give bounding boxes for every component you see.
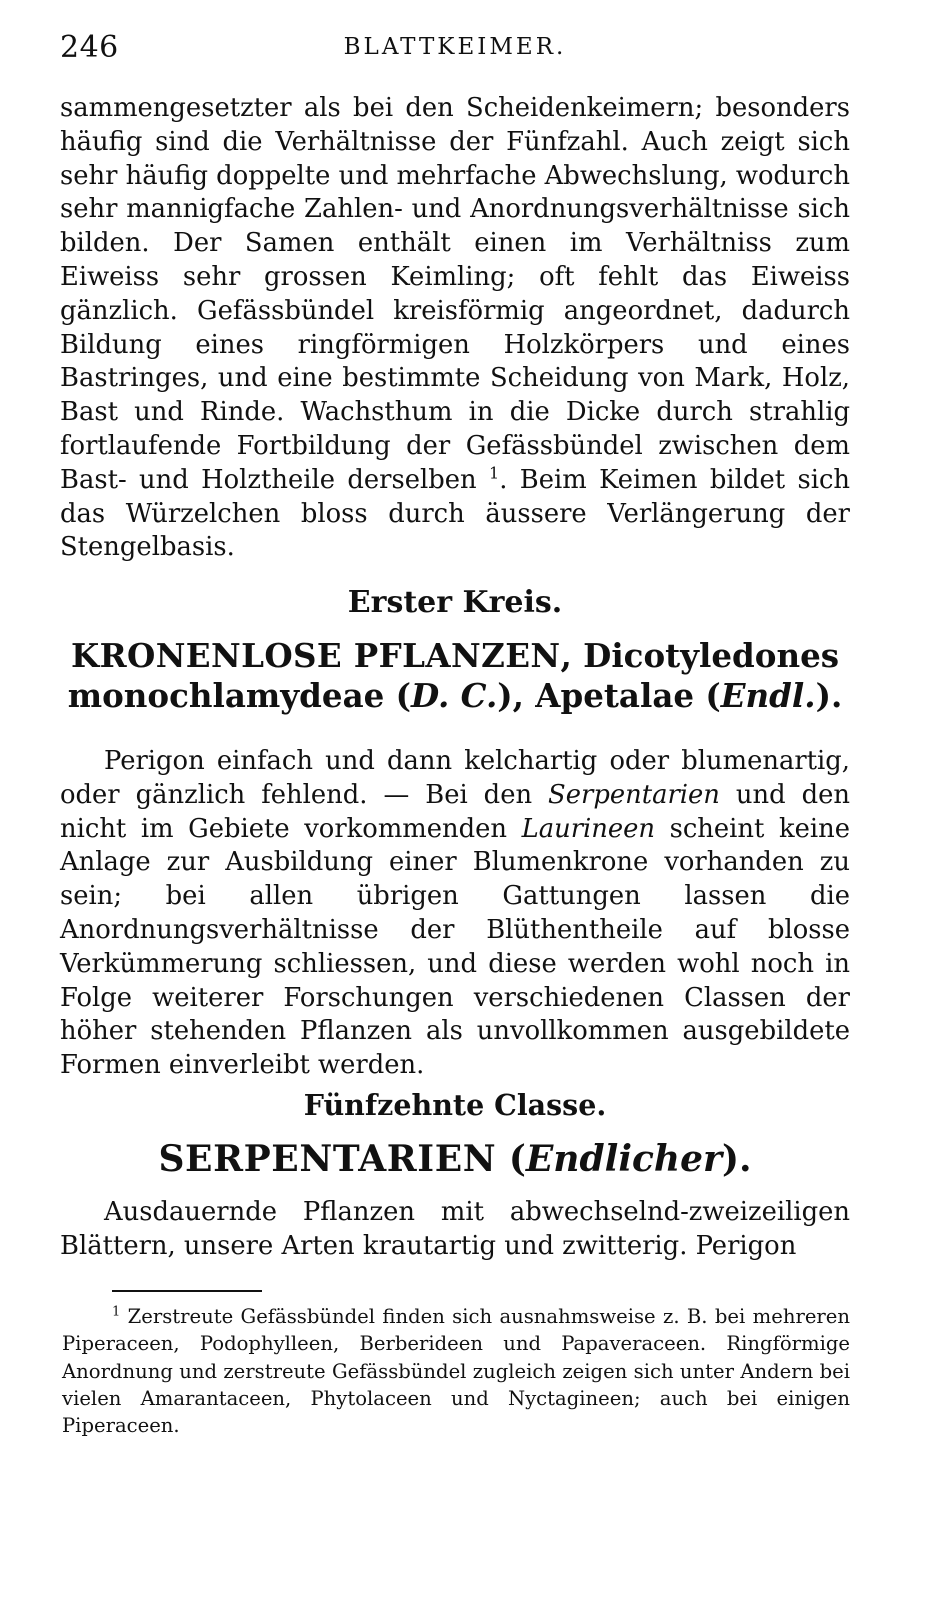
- circle-title-caps: KRONENLOSE PFLANZEN: [70, 636, 561, 675]
- page-number: 246: [60, 30, 119, 65]
- paragraph-perigon-text: [60, 745, 850, 1083]
- circle-title: [60, 636, 850, 716]
- class-title: [60, 1138, 850, 1180]
- class-title-caps: SERPENTARIEN: [158, 1138, 497, 1180]
- paragraph-text-before-note: sammengesetzter als bei den Scheidenkeimern; besonders häufig sind die Verhältnisse der Fünfzahl. Auch zeigt sich sehr häufig doppelte und mehrfache Abwechslung, wodurch sehr mannigfache Zahlen- und Anordnungsverhältnisse sich bilden. Der Samen enthält einen im Verhältniss zum Eiweiss sehr grossen Keimling; oft fehlt das Eiweiss gänzlich. Gefässbündel kreisförmig angeordnet, dadurch Bildung eines ringförmigen Holzkörpers und eines Bastringes, und eine bestimmte Scheidung von Mark, Holz, Bast und Rinde. Wachsthum in die Dicke durch strahlig fortlaufende Fortbildung der Gefässbündel zwischen dem Bast- und Holztheile derselben: [60, 93, 850, 495]
- paragraph-text: [60, 92, 850, 565]
- footnote-reference: 1: [489, 463, 500, 483]
- paragraph-continuation: [60, 92, 850, 565]
- circle-title-author-1: D. C.: [411, 676, 498, 715]
- circle-title-author-2: Endl.: [720, 676, 816, 715]
- paragraph-perigon: [60, 745, 850, 1083]
- paragraph-text-after-note: . Beim Keimen bildet sich das Würzelchen bloss durch äussere Verlängerung der Stengelbasis.: [60, 464, 851, 563]
- page-header: [60, 30, 850, 74]
- circle-title-sep-2: ), Apetalae (: [497, 676, 721, 715]
- class-title-sep-1: (: [496, 1138, 526, 1180]
- circle-title-sep-1: , Dicotyledones monochlamydeae (: [67, 636, 840, 715]
- footnote-divider: [112, 1290, 262, 1292]
- footnote-text: Zerstreute Gefässbündel finden sich ausnahmsweise z. B. bei mehreren Piperaceen, Podophylleen, Berberideen und Papaveraceen. Ringförmige Anordnung und zerstreute Gefässbündel zugleich zeigen sich unter Andern bei vielen Amarantaceen, Phytolaceen und Nyctagineen; auch bei einigen Piperaceen.: [62, 1305, 850, 1438]
- footnote-marker: 1: [112, 1304, 121, 1320]
- footnote: [62, 1303, 850, 1439]
- perigon-italic-2: Laurineen: [521, 813, 656, 844]
- class-heading: Fünfzehnte Classe.: [303, 1088, 607, 1122]
- circle-heading: Erster Kreis.: [347, 585, 563, 620]
- perigon-part-3: scheint keine Anlage zur Ausbildung einer Blumenkrone vorhanden zu sein; bei allen übrigen Gattungen lassen die Anordnungsverhältnisse der Blüthentheile auf blosse Verkümmerung schliessen, und diese werden wohl noch in Folge weiterer Forschungen verschiedenen Classen der höher stehenden Pflanzen als unvollkommen ausgebildete Formen einverleibt werden.: [60, 813, 850, 1081]
- running-head: BLATTKEIMER.: [343, 34, 567, 60]
- perigon-part-2: und den nicht im Gebiete vorkommenden: [60, 779, 850, 844]
- paragraph-serpentarien: [60, 1196, 850, 1264]
- circle-title-sep-3: ).: [815, 676, 843, 715]
- class-title-sep-2: ).: [721, 1138, 752, 1180]
- class-title-author: Endlicher: [525, 1138, 722, 1180]
- perigon-italic-1: Serpentarien: [548, 779, 720, 810]
- perigon-part-1: Perigon einfach und dann kelchartig oder blumenartig, oder gänzlich fehlend. — Bei den: [60, 746, 850, 810]
- paragraph-serpentarien-text: Ausdauernde Pflanzen mit abwechselnd-zweizeiligen Blättern, unsere Arten krautartig und zwitterig. Perigon: [60, 1197, 850, 1261]
